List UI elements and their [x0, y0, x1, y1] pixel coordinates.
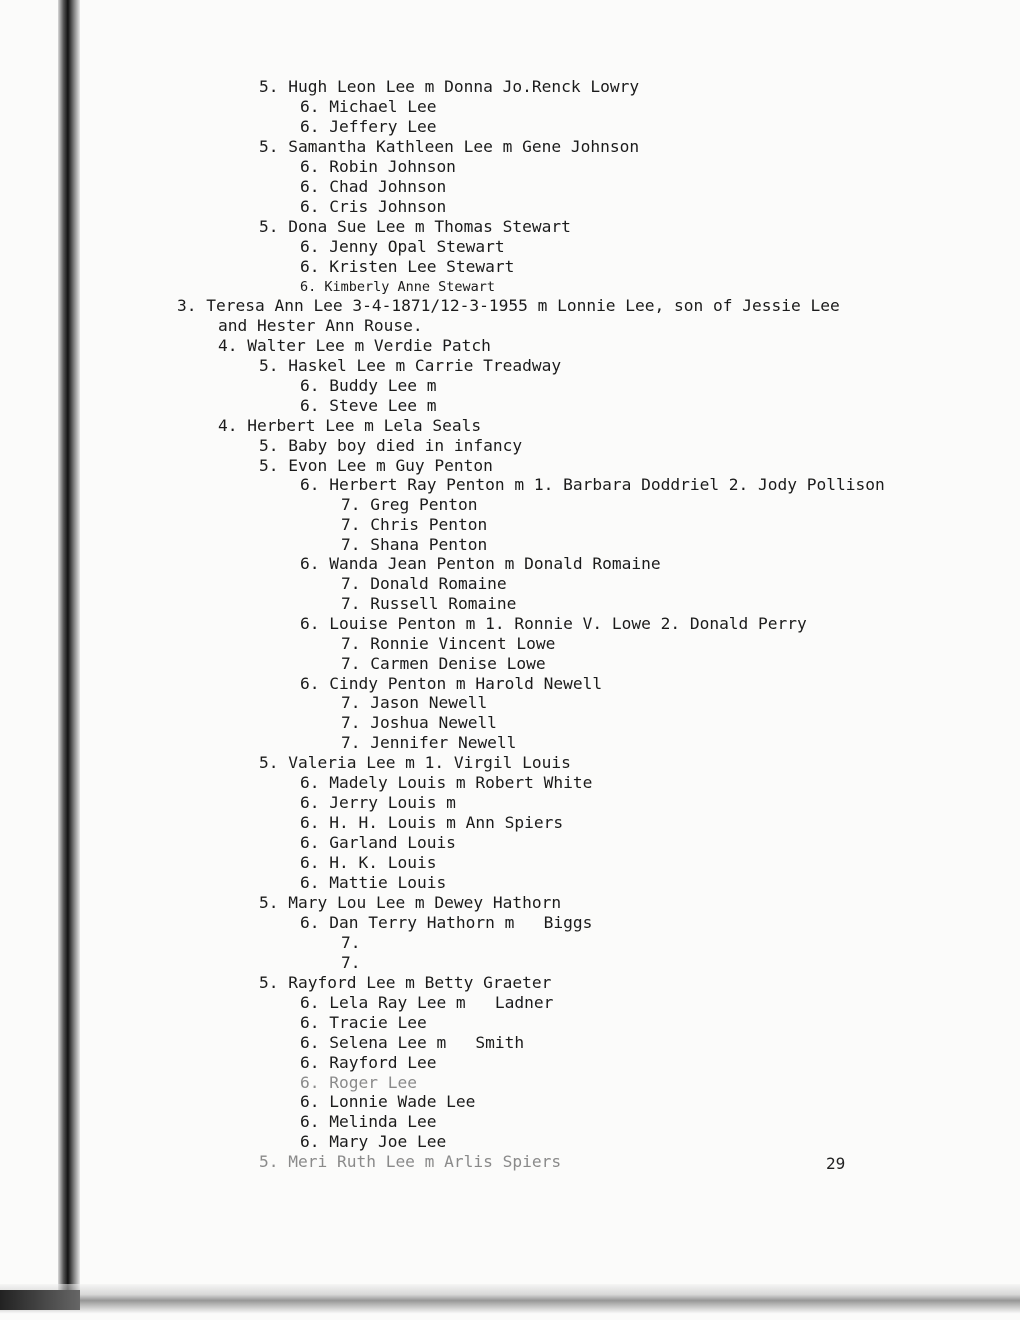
genealogy-entry: 6. H. H. Louis m Ann Spiers [300, 813, 564, 832]
genealogy-entry: 5. Mary Lou Lee m Dewey Hathorn [259, 893, 562, 912]
genealogy-entry: 5. Evon Lee m Guy Penton [259, 456, 493, 475]
genealogy-entry: 7. Jennifer Newell [341, 733, 517, 752]
genealogy-entry: 7. Joshua Newell [341, 713, 497, 732]
genealogy-entry: 6. Garland Louis [300, 833, 456, 852]
genealogy-entry: 6. Louise Penton m 1. Ronnie V. Lowe 2. Donald Perry [300, 614, 807, 633]
genealogy-entry: 7. Russell Romaine [341, 594, 517, 613]
genealogy-entry: 4. Walter Lee m Verdie Patch [218, 336, 491, 355]
genealogy-entry: 6. Jeffery Lee [300, 117, 437, 136]
genealogy-entry: 7. Ronnie Vincent Lowe [341, 634, 556, 653]
genealogy-entry: 6. Lela Ray Lee m Ladner [300, 993, 554, 1012]
genealogy-entry: 6. Mattie Louis [300, 873, 447, 892]
genealogy-entry: 6. Kimberly Anne Stewart [300, 279, 496, 295]
genealogy-entry: 5. Dona Sue Lee m Thomas Stewart [259, 217, 571, 236]
genealogy-entry: 6. H. K. Louis [300, 853, 437, 872]
genealogy-entry: 7. Jason Newell [341, 693, 488, 712]
genealogy-entry: 6. Roger Lee [300, 1073, 417, 1092]
genealogy-entry: 6. Tracie Lee [300, 1013, 427, 1032]
genealogy-entry: and Hester Ann Rouse. [218, 316, 423, 335]
genealogy-entry: 6. Rayford Lee [300, 1053, 437, 1072]
genealogy-entry: 6. Kristen Lee Stewart [300, 257, 515, 276]
genealogy-entry: 6. Cindy Penton m Harold Newell [300, 674, 603, 693]
genealogy-entry: 6. Michael Lee [300, 97, 437, 116]
genealogy-entry: 6. Wanda Jean Penton m Donald Romaine [300, 554, 661, 573]
genealogy-entry: 7. [341, 953, 361, 972]
genealogy-entry: 6. Madely Louis m Robert White [300, 773, 593, 792]
genealogy-entry: 5. Meri Ruth Lee m Arlis Spiers [259, 1152, 562, 1171]
genealogy-entry: 6. Herbert Ray Penton m 1. Barbara Doddriel 2. Jody Pollison [300, 475, 885, 494]
genealogy-entry: 6. Selena Lee m Smith [300, 1033, 525, 1052]
genealogy-entry: 6. Lonnie Wade Lee [300, 1092, 476, 1111]
genealogy-entry: 6. Robin Johnson [300, 157, 456, 176]
genealogy-entry: 5. Haskel Lee m Carrie Treadway [259, 356, 562, 375]
genealogy-entry: 6. Jenny Opal Stewart [300, 237, 505, 256]
genealogy-entry: 6. Steve Lee m [300, 396, 437, 415]
genealogy-entry: 6. Melinda Lee [300, 1112, 437, 1131]
genealogy-entry: 7. Greg Penton [341, 495, 478, 514]
genealogy-entry: 7. [341, 933, 361, 952]
genealogy-entry: 6. Buddy Lee m [300, 376, 437, 395]
page-number: 29 [826, 1154, 846, 1173]
genealogy-entry: 6. Mary Joe Lee [300, 1132, 447, 1151]
genealogy-entry: 7. Shana Penton [341, 535, 488, 554]
genealogy-entry: 3. Teresa Ann Lee 3-4-1871/12-3-1955 m Lonnie Lee, son of Jessie Lee [177, 296, 840, 315]
genealogy-entry: 5. Valeria Lee m 1. Virgil Louis [259, 753, 571, 772]
genealogy-entry: 5. Rayford Lee m Betty Graeter [259, 973, 552, 992]
genealogy-entry: 5. Baby boy died in infancy [259, 436, 523, 455]
page-edge-shadow [0, 1284, 1020, 1314]
genealogy-entry: 5. Samantha Kathleen Lee m Gene Johnson [259, 137, 640, 156]
genealogy-entry: 4. Herbert Lee m Lela Seals [218, 416, 482, 435]
binding-shadow [58, 0, 80, 1300]
genealogy-entry: 6. Dan Terry Hathorn m Biggs [300, 913, 593, 932]
genealogy-entry: 7. Carmen Denise Lowe [341, 654, 546, 673]
genealogy-entry: 7. Donald Romaine [341, 574, 507, 593]
genealogy-entry: 6. Jerry Louis m [300, 793, 456, 812]
genealogy-entry: 6. Cris Johnson [300, 197, 447, 216]
genealogy-entry: 5. Hugh Leon Lee m Donna Jo.Renck Lowry [259, 77, 640, 96]
page-corner-shadow [0, 1290, 80, 1310]
genealogy-entry: 7. Chris Penton [341, 515, 488, 534]
genealogy-entry: 6. Chad Johnson [300, 177, 447, 196]
